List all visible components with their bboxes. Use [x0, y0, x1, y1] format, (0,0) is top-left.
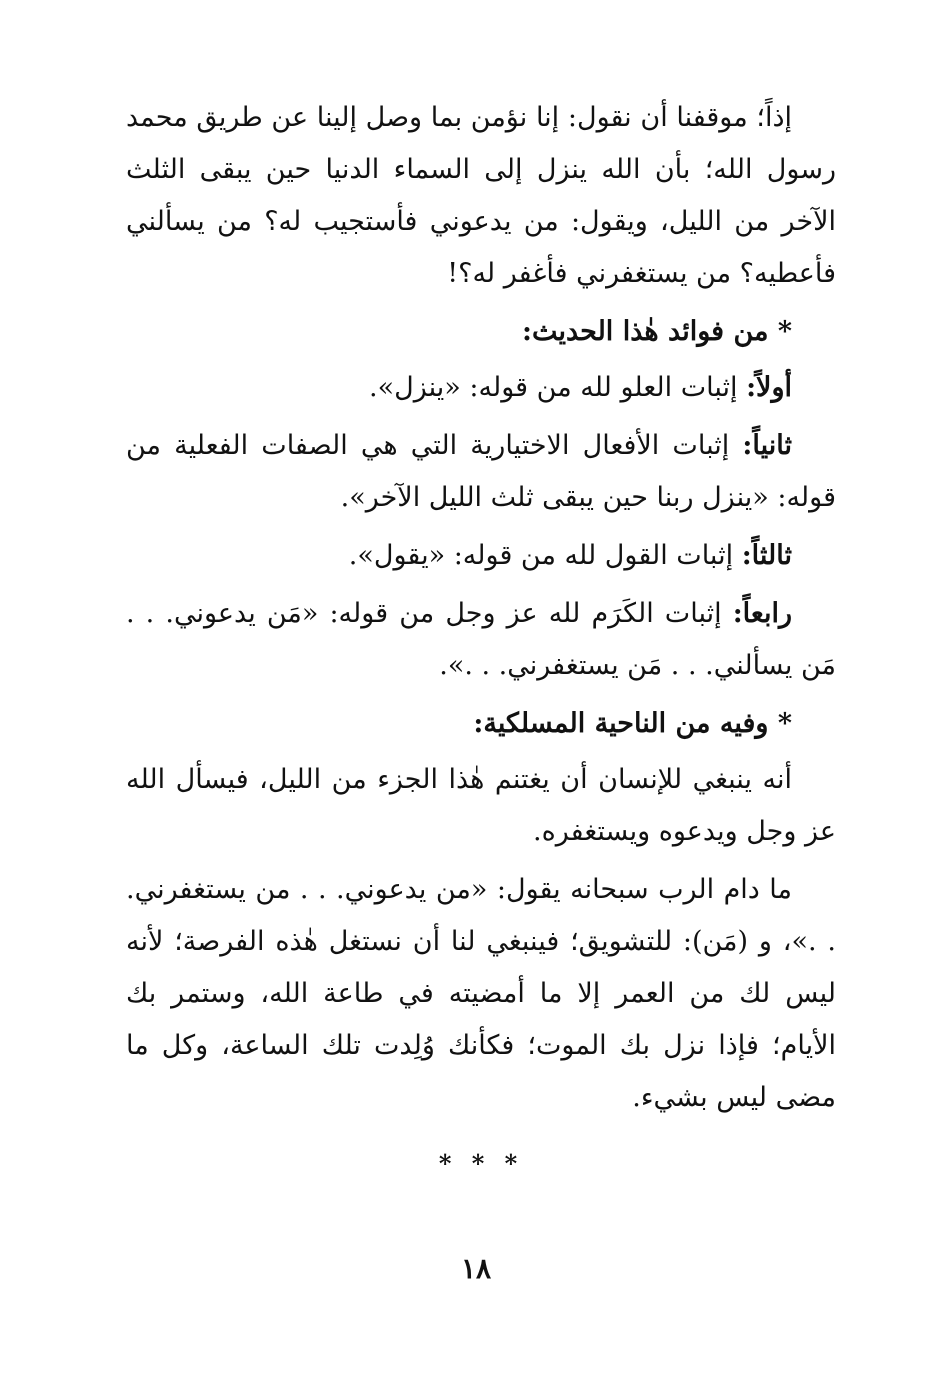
behavioral-heading: * وفيه من الناحية المسلكية: [473, 708, 792, 739]
page-body [126, 92, 836, 1190]
behavioral-paragraph: أنه ينبغي للإنسان أن يغتنم هٰذا الجزء من الليل، فيسأل الله عز وجل ويدعوه ويستغفره. [126, 764, 836, 847]
benefit-first [126, 362, 836, 414]
benefit-fourth-text: إثبات الكَرَم لله عز وجل من قوله: «مَن يدعوني. . . مَن يسألني. . . مَن يستغفرني. . .». [126, 598, 836, 681]
benefit-second [126, 420, 836, 524]
benefit-third-text: إثبات القول لله من قوله: «يقول». [348, 540, 742, 571]
benefit-fourth-lead: رابعاً: [732, 598, 792, 629]
benefit-first-lead: أولاً: [746, 372, 792, 403]
intro-paragraph: إذاً؛ موقفنا أن نقول: إنا نؤمن بما وصل إلينا عن طريق محمد رسول الله؛ بأن الله ينزل إلى السماء الدنيا حين يبقى الثلث الآخر من الليل، ويقول: من يدعوني فأستجيب له؟ من يسألني فأعطيه؟ من يستغفرني فأغفر له؟! [126, 102, 836, 289]
section-separator: * * * [438, 1149, 524, 1178]
page-number: ١٨ [460, 1252, 492, 1285]
benefit-third [126, 530, 836, 582]
benefit-first-text: إثبات العلو لله من قوله: «ينزل». [369, 372, 747, 403]
benefit-fourth [126, 588, 836, 692]
benefit-third-lead: ثالثاً: [741, 540, 792, 571]
closing-paragraph: ما دام الرب سبحانه يقول: «من يدعوني. . . من يستغفرني. . .»، و (مَن): للتشويق؛ فينبغي لنا أن نستغل هٰذه الفرصة؛ لأنه ليس لك من العمر إلا ما أمضيته في طاعة الله، وستمر بك الأيام؛ فإذا نزل بك الموت؛ فكأنك وُلِدت تلك الساعة، وكل ما مضى ليس بشيء. [126, 874, 836, 1113]
benefits-heading: * من فوائد هٰذا الحديث: [521, 316, 792, 347]
benefit-second-lead: ثانياً: [742, 430, 792, 461]
benefit-second-text: إثبات الأفعال الاختيارية التي هي الصفات الفعلية من قوله: «ينزل ربنا حين يبقى ثلث الليل الآخر». [126, 430, 836, 513]
